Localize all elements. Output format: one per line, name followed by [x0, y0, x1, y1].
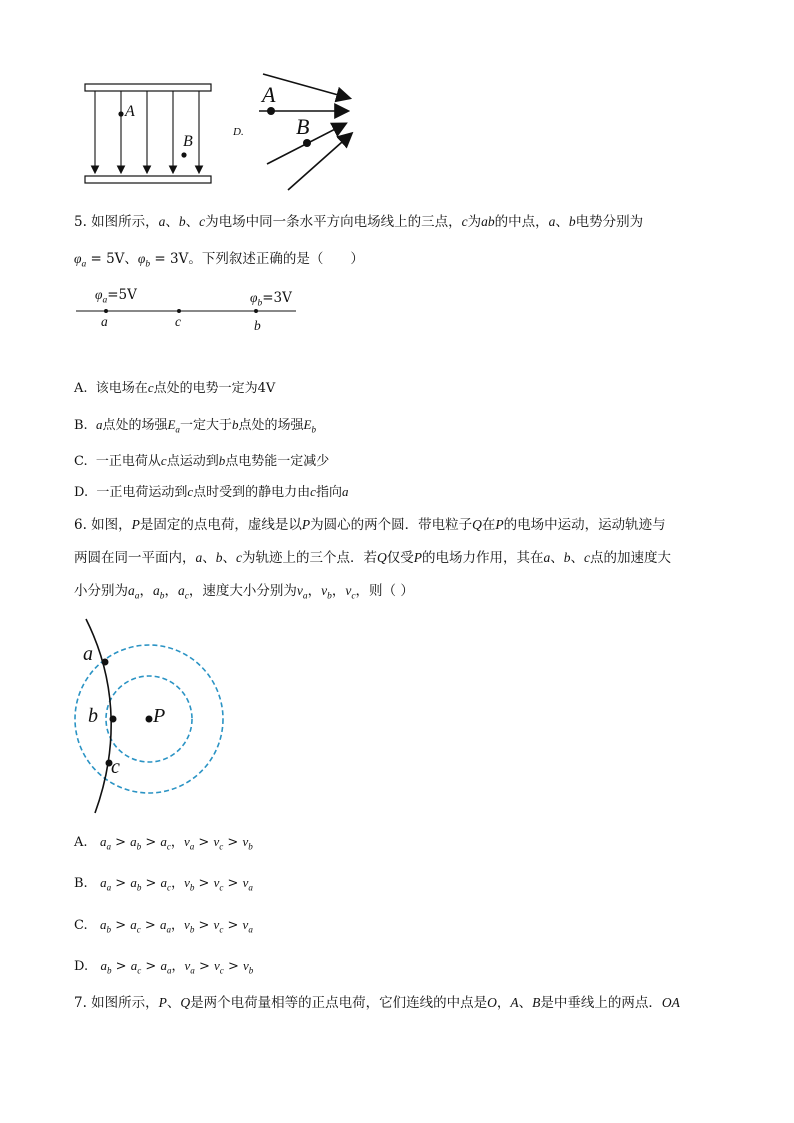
q5-option-d[interactable]: D. 一正电荷运动到c点时受到的静电力由c指向a: [74, 484, 349, 500]
q6-option-c[interactable]: C. $a_b > a_c > a_a$，$v_b > v_c > v_a$: [74, 917, 253, 935]
q5-option-a[interactable]: A. 该电场在c点处的电势一定为4V: [74, 380, 276, 396]
q5-option-b[interactable]: B. a点处的场强$E_a$一定大于b点处的场强$E_b$: [74, 417, 316, 435]
q5-point-b: b: [254, 318, 261, 333]
fig-d-label-a: A: [262, 82, 276, 107]
q5-point-a: a: [101, 314, 108, 329]
q6-option-a[interactable]: A. $a_a > a_b > a_c$，$v_a > v_c > v_b$: [74, 834, 253, 852]
q6-point-p: P: [153, 705, 166, 727]
q6-stem-line3: 小分别为$a_a$，$a_b$，$a_c$，速度大小分别为$v_a$，$v_b$，$v_c$，则（ ）: [74, 583, 414, 602]
fig-label-b: B: [183, 133, 193, 150]
q7-stem-line1: 7. 如图所示，P、Q是两个电荷量相等的正点电荷，它们连线的中点是O，A、B是中垂线上的两点．OA: [74, 995, 680, 1011]
q6-point-c: c: [111, 756, 120, 778]
fig-label-a: A: [125, 103, 135, 120]
q5-phi-a-label: $\varphi_a=5V$: [95, 287, 137, 306]
q6-option-b[interactable]: B. $a_a > a_b > a_c$，$v_b > v_c > v_a$: [74, 875, 253, 893]
q6-stem-line1: 6. 如图，P是固定的点电荷，虚线是以P为圆心的两个圆．带电粒子Q在P的电场中运动，运动轨迹与: [74, 517, 666, 533]
q6-stem-line2: 两圆在同一平面内，a、b、c为轨迹上的三个点．若Q仅受P的电场力作用，其在a、b、c点的加速度大: [74, 550, 671, 566]
q5-phi-b-label: $\varphi_b=3V$: [250, 290, 292, 309]
field-lines-figure: [80, 78, 220, 190]
q6-point-a: a: [83, 643, 93, 665]
fig-d-label-b: B: [296, 114, 310, 139]
q5-stem-line1: 5. 如图所示，a、b、c为电场中同一条水平方向电场线上的三点，c为ab的中点，a、b电势分别为: [74, 214, 644, 230]
q5-point-c: c: [175, 314, 181, 329]
q5-option-c[interactable]: C. 一正电荷从c点运动到b点电势能一定减少: [74, 453, 330, 469]
q5-stem-line2: $\varphi_a = 5V$、$\varphi_b = 3V$。下列叙述正确的是（ ）: [74, 251, 364, 270]
option-d-letter: D.: [233, 126, 244, 138]
q6-point-b: b: [88, 705, 98, 727]
q6-option-d[interactable]: D. $a_b > a_c > a_a$，$v_a > v_c > v_b$: [74, 958, 254, 976]
